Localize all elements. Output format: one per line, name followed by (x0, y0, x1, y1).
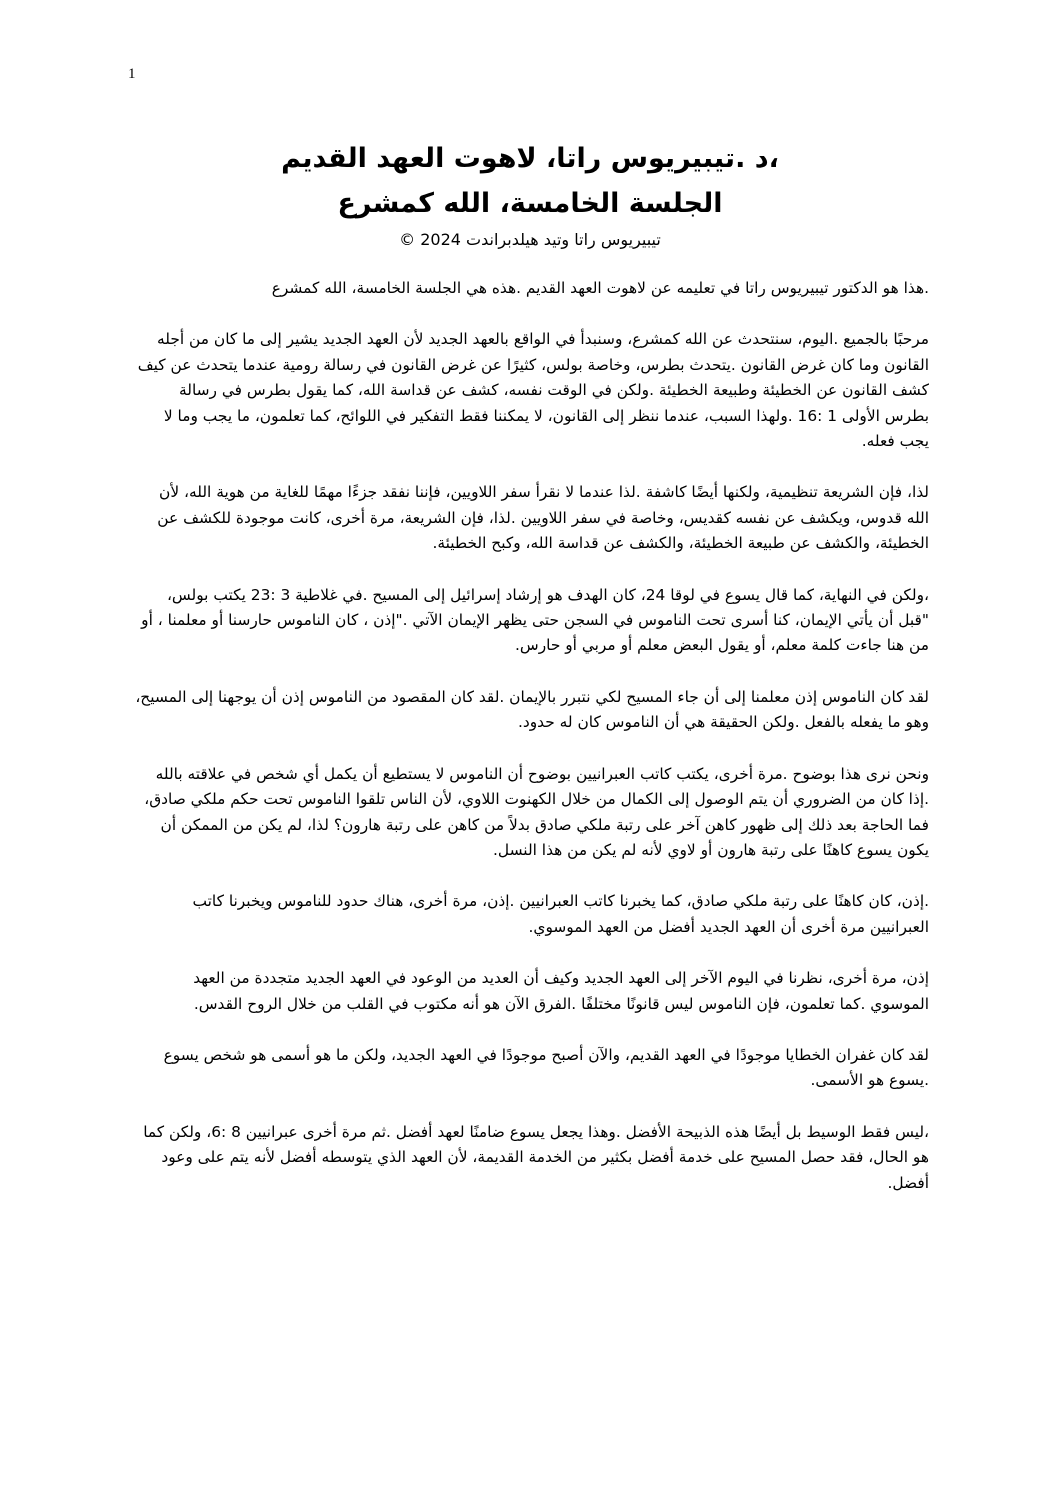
paragraph: لقد كان غفران الخطايا موجودًا في العهد القديم، والآن أصبح موجودًا في العهد الجديد، ولكن ما هو أسمى هو شخص يسوع .يسوع هو الأسمى. (163, 1045, 929, 1090)
paragraph: إذن، مرة أخرى، نظرنا في اليوم الآخر إلى العهد الجديد وكيف أن العديد من الوعود في العهد الجديد متجددة من العهد الموسوي .كما تعلمون، فإن الناموس ليس قانونًا مختلفًا .الفرق الآن هو أنه مكتوب في القلب من خلال الروح القدس. (193, 969, 929, 1013)
copyright-line: تيبيريوس راتا وتيد هيلدبراندت 2024 © (399, 230, 661, 249)
paragraph: مرحبًا بالجميع .اليوم، سنتحدث عن الله كمشرع، وسنبدأ في الواقع بالعهد الجديد لأن العهد الجديد يشير إلى ما كان من أجله القانون وما كان غرض القانون .يتحدث بطرس، وخاصة بولس، كثيرًا عن غرض القانون في رسالة رومية عندما يتحدث عن كيف كشف القانون عن الخطيئة وطبيعة الخطيئة .ولكن في الوقت نفسه، كشف عن قداسة الله، كما يقول بطرس في رسالة بطرس الأولى 1 :16 .ولهذا السبب، عندما ننظر إلى القانون، لا يمكننا فقط التفكير في اللوائح، كما تعلمون، ما يجب وما لا يجب فعله. (137, 330, 929, 451)
paragraph: لذا، فإن الشريعة تنظيمية، ولكنها أيضًا كاشفة .لذا عندما لا نقرأ سفر اللاويين، فإننا نفقد جزءًا مهمًا للغاية من هوية الله، لأن الله قدوس، ويكشف عن نفسه كقديس، وخاصة في سفر اللاويين .لذا، فإن الشريعة، مرة أخرى، كانت موجودة للكشف عن الخطيئة، والكشف عن طبيعة الخطيئة، والكشف عن قداسة الله، وكبح الخطيئة. (157, 483, 929, 553)
document-header (150, 136, 910, 254)
document-title-line-1: ،د .تيبيريوس راتا، لاهوت العهد القديم (281, 143, 779, 174)
paragraph: ،ليس فقط الوسيط بل أيضًا هذه الذبيحة الأفضل .وهذا يجعل يسوع ضامنًا لعهد أفضل .ثم مرة أخرى عبرانيين 8 :6، ولكن كما هو الحال، فقد حصل المسيح على خدمة أفضل بكثير من الخدمة القديمة، لأن العهد الذي يتوسطه أفضل لأنه يتم على وعود أفضل. (143, 1122, 929, 1192)
paragraph: .إذن، كان كاهنًا على رتبة ملكي صادق، كما يخبرنا كاتب العبرانيين .إذن، مرة أخرى، هناك حدود للناموس ويخبرنا كاتب العبرانيين مرة أخرى أن العهد الجديد أفضل من العهد الموسوي. (192, 892, 929, 936)
document-body (134, 276, 929, 1222)
paragraph: ونحن نرى هذا بوضوح .مرة أخرى، يكتب كاتب العبرانيين بوضوح أن الناموس لا يستطيع أن يكمل أي شخص في علاقته بالله .إذا كان من الضروري أن يتم الوصول إلى الكمال من خلال الكهنوت اللاوي، لأن الناس تلقوا الناموس تحت حكم ملكي صادق، فما الحاجة بعد ذلك إلى ظهور كاهن آخر على رتبة ملكي صادق بدلاً من كاهن على رتبة هارون؟ لذا، لم يكن من الممكن أن يكون يسوع كاهنًا على رتبة هارون أو لاوي لأنه لم يكن من هذا النسل. (144, 764, 929, 859)
paragraph-intro: .هذا هو الدكتور تيبيريوس راتا في تعليمه عن لاهوت العهد القديم .هذه هي الجلسة الخامسة، الله كمشرع (271, 279, 929, 297)
page-number: 1 (128, 66, 136, 82)
paragraph: لقد كان الناموس إذن معلمنا إلى أن جاء المسيح لكي نتبرر بالإيمان .لقد كان المقصود من الناموس إذن أن يوجهنا إلى المسيح، وهو ما يفعله بالفعل .ولكن الحقيقة هي أن الناموس كان له حدود. (135, 687, 929, 732)
document-title-line-2: الجلسة الخامسة، الله كمشرع (337, 188, 723, 219)
paragraph: ،ولكن في النهاية، كما قال يسوع في لوقا 24، كان الهدف هو إرشاد إسرائيل إلى المسيح .في غلاطية 3 :23 يكتب بولس، "قبل أن يأتي الإيمان، كنا أسرى تحت الناموس في السجن حتى يظهر الإيمان الآتي ."إذن ، كان الناموس حارسنا أو معلمنا ، أو من هنا جاءت كلمة معلم، أو يقول البعض معلم أو مربي أو حارس. (141, 585, 929, 655)
